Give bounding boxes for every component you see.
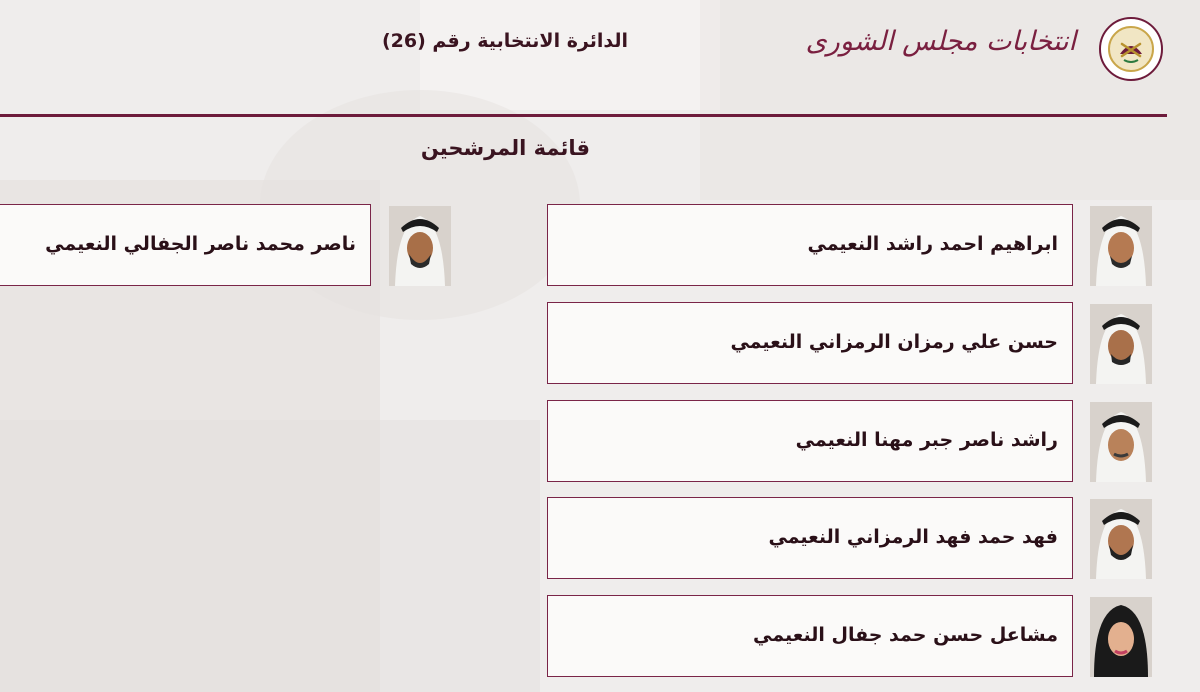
header-divider: [0, 114, 1167, 117]
candidate-card[interactable]: [0, 204, 371, 286]
candidate-photo: [1090, 402, 1152, 482]
candidate-photo: [1090, 206, 1152, 286]
shura-election-logo: انتخابات مجلس الشورى: [805, 26, 1076, 57]
candidate-card[interactable]: [547, 400, 1073, 482]
candidate-photo: [389, 206, 451, 286]
candidate-photo: [1090, 304, 1152, 384]
candidate-name: فهد حمد فهد الرمزاني النعيمي: [768, 526, 1058, 548]
candidate-name: مشاعل حسن حمد جفال النعيمي: [753, 624, 1058, 646]
candidate-name: حسن علي رمزان الرمزاني النعيمي: [730, 331, 1058, 353]
qatar-emblem-icon: [1098, 16, 1164, 82]
candidate-photo: [1090, 499, 1152, 579]
candidate-card[interactable]: [547, 302, 1073, 384]
candidate-name: راشد ناصر جبر مهنا النعيمي: [795, 429, 1058, 451]
candidate-card[interactable]: [547, 595, 1073, 677]
candidate-card[interactable]: [547, 204, 1073, 286]
candidates-list-title: قائمة المرشحين: [420, 136, 590, 160]
candidate-name: ابراهيم احمد راشد النعيمي: [807, 233, 1058, 255]
header: [0, 0, 1200, 116]
candidate-photo: [1090, 597, 1152, 677]
candidate-card[interactable]: [547, 497, 1073, 579]
candidate-name: ناصر محمد ناصر الجفالي النعيمي: [45, 233, 356, 255]
district-title: الدائرة الانتخابية رقم (26): [381, 30, 628, 52]
